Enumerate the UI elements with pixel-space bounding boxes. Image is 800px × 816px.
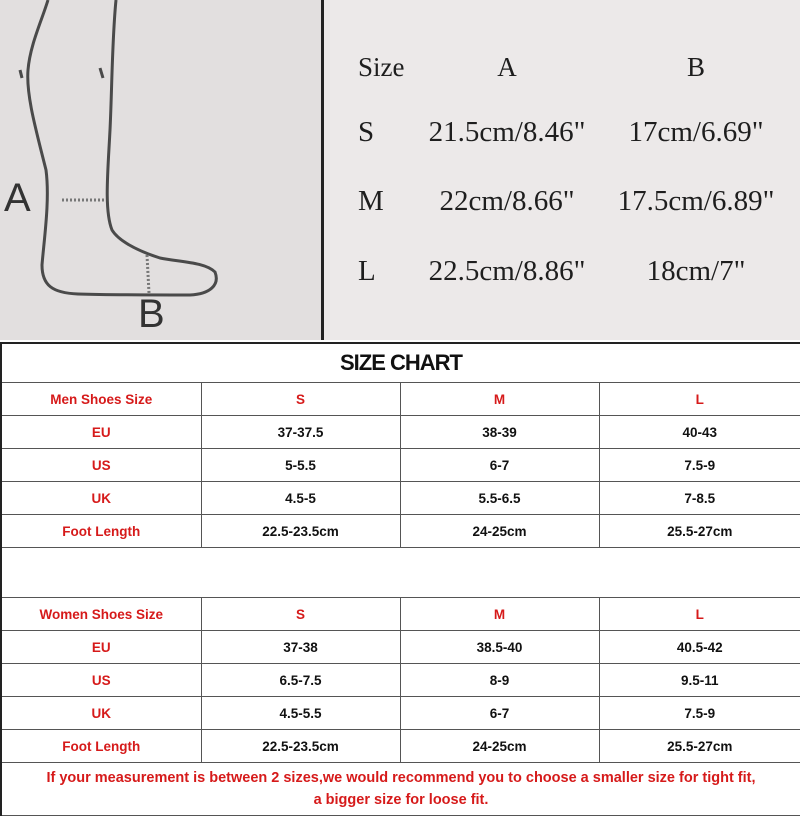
men-size-s: S [201, 383, 400, 416]
row-label: Foot Length [1, 515, 201, 548]
cell-value: 37-38 [201, 631, 400, 664]
cell-value: 6-7 [400, 697, 599, 730]
measure-header-size: Size [358, 52, 405, 82]
row-label: EU [1, 416, 201, 449]
boot-leg-outline [0, 0, 322, 340]
measure-a-value: 21.5cm/8.46" [428, 116, 586, 148]
note-row [1, 763, 800, 816]
cell-value: 4.5-5.5 [201, 697, 400, 730]
cell-value: 4.5-5 [201, 482, 400, 515]
men-header-row [1, 383, 800, 416]
leg-diagram [0, 0, 322, 340]
women-size-l: L [599, 598, 800, 631]
row-label: Foot Length [1, 730, 201, 763]
table-row [1, 730, 800, 763]
row-label: EU [1, 631, 201, 664]
cell-value: 9.5-11 [599, 664, 800, 697]
label-b: B [138, 292, 165, 336]
women-size-m: M [400, 598, 599, 631]
fit-note-line1: If your measurement is between 2 sizes,we would recommend you to choose a smaller size for tight fit, [46, 770, 756, 786]
table-row [1, 482, 800, 515]
women-size-s: S [201, 598, 400, 631]
cell-value: 7.5-9 [599, 697, 800, 730]
cell-value: 40-43 [599, 416, 800, 449]
measure-size: S [358, 116, 375, 148]
cell-value: 5.5-6.5 [400, 482, 599, 515]
measure-size: M [358, 185, 384, 217]
cell-value: 7.5-9 [599, 449, 800, 482]
fit-note [1, 763, 800, 816]
measure-b-value: 17.5cm/6.89" [617, 185, 775, 217]
measure-a-value: 22cm/8.66" [439, 185, 575, 217]
row-label: UK [1, 697, 201, 730]
row-label: US [1, 664, 201, 697]
table-row [1, 664, 800, 697]
cell-value: 40.5-42 [599, 631, 800, 664]
cell-value: 37-37.5 [201, 416, 400, 449]
cell-value: 6.5-7.5 [201, 664, 400, 697]
men-size-m: M [400, 383, 599, 416]
table-row [1, 515, 800, 548]
table-row [1, 416, 800, 449]
row-label: UK [1, 482, 201, 515]
divider-line [321, 0, 324, 340]
spacer-row [1, 548, 800, 598]
measure-a-value: 22.5cm/8.86" [428, 255, 586, 287]
men-header-label: Men Shoes Size [1, 383, 201, 416]
women-header-label: Women Shoes Size [1, 598, 201, 631]
cell-value: 25.5-27cm [599, 515, 800, 548]
measurement-section [0, 0, 800, 340]
measure-header-a: A [497, 52, 517, 82]
cell-value: 6-7 [400, 449, 599, 482]
size-chart-title: SIZE CHART [1, 343, 800, 383]
row-label: US [1, 449, 201, 482]
cell-value: 7-8.5 [599, 482, 800, 515]
measure-header-b: B [686, 52, 705, 82]
spacer-cell [1, 548, 800, 598]
size-chart-table [0, 342, 800, 816]
women-header-row [1, 598, 800, 631]
cell-value: 22.5-23.5cm [201, 515, 400, 548]
cell-value: 38.5-40 [400, 631, 599, 664]
cell-value: 22.5-23.5cm [201, 730, 400, 763]
table-row [1, 697, 800, 730]
fit-note-line2: a bigger size for loose fit. [313, 792, 489, 808]
label-a: A [4, 176, 31, 220]
measure-b-value: 17cm/6.69" [628, 116, 764, 148]
cell-value: 25.5-27cm [599, 730, 800, 763]
table-row [1, 449, 800, 482]
measure-size: L [358, 255, 376, 287]
cell-value: 24-25cm [400, 730, 599, 763]
table-row [1, 631, 800, 664]
measure-b-value: 18cm/7" [646, 255, 746, 287]
cell-value: 8-9 [400, 664, 599, 697]
cell-value: 24-25cm [400, 515, 599, 548]
men-size-l: L [599, 383, 800, 416]
cell-value: 38-39 [400, 416, 599, 449]
cell-value: 5-5.5 [201, 449, 400, 482]
